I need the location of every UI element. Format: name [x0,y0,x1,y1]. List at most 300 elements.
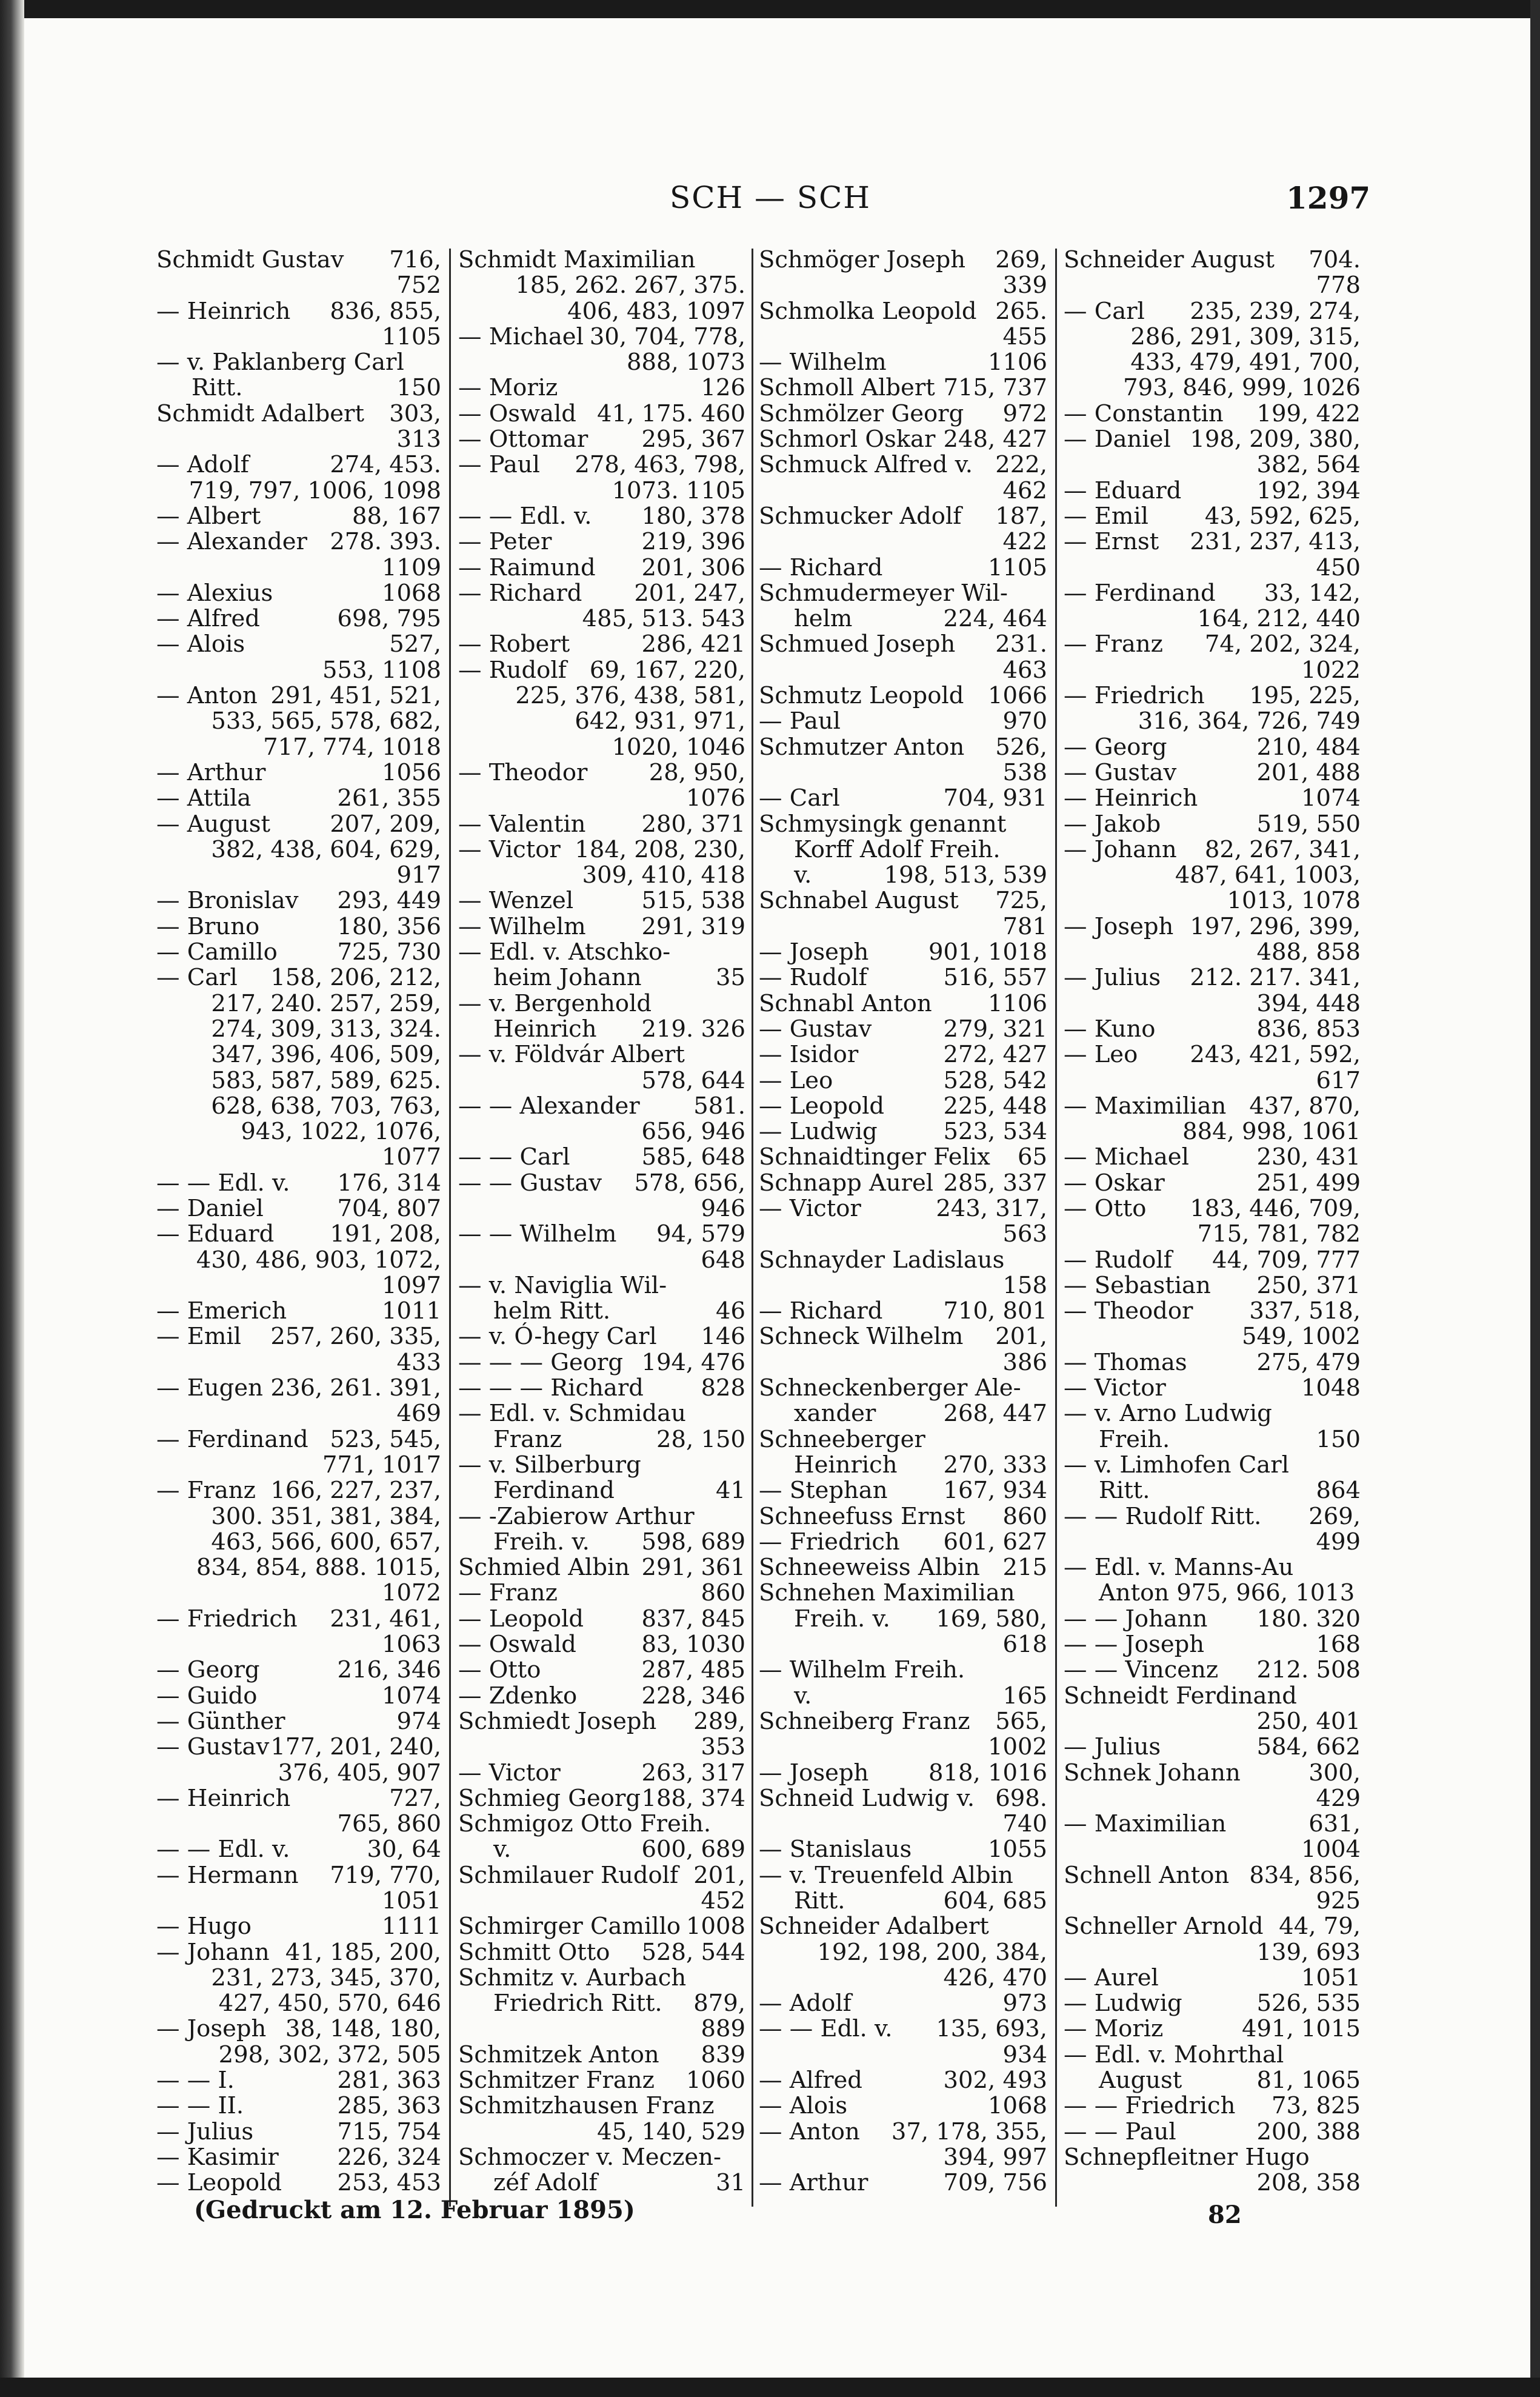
index-entry [458,1145,745,1170]
entry-pages-continuation: 715, 781, 782 [1197,1220,1361,1248]
entry-pages: 226, 324 [337,2143,441,2171]
entry-pages-continuation: 943, 1022, 1076, [241,1118,441,1146]
entry-heading [156,529,441,555]
entry-heading [759,1299,1047,1324]
index-entry [1064,2042,1361,2094]
entry-heading [458,1709,745,1734]
entry-pages-continuation: 1051 [382,1887,441,1914]
entry-name: — Aurel [1064,1964,1159,1991]
entry-pages-continuation: 934 [1002,2041,1047,2068]
entry-pages-continuation: 1105 [382,323,441,350]
entry-heading [759,1068,1047,1094]
entry-heading [1064,1196,1361,1222]
entry-pages-continuation: 347, 396, 406, 509, [211,1041,441,1069]
entry-pages: 198, 513, 539 [884,861,1047,889]
entry-pages-continuation: 463, 566, 600, 657, [211,1528,441,1556]
entry-name: — — Paul [1064,2118,1176,2145]
entry-name: — Rudolf [458,656,567,684]
entry-heading [759,2119,1047,2145]
entry-heading [759,1042,1047,1068]
index-entry [156,1863,441,1914]
entry-heading [1064,504,1361,529]
index-entry [458,375,745,401]
entry-pages: 253, 453 [337,2169,441,2197]
index-entry [156,1657,441,1683]
index-entry [458,1863,745,1914]
entry-pages: 285, 363 [337,2092,441,2120]
entry-name: — Joseph [759,1759,869,1787]
entry-name: — Heinrich [1064,784,1198,812]
index-entry [1064,683,1361,735]
entry-continuation [458,1991,745,2016]
entry-heading [759,1196,1047,1222]
index-entry [1064,812,1361,837]
index-entry [458,324,745,376]
entry-name: Schmilauer Rudolf [458,1861,679,1889]
entry-name: — Georg [156,1656,260,1684]
entry-pages: 519, 550 [1256,810,1361,838]
entry-pages: 257, 260, 335, [270,1323,441,1351]
page-number: 1297 [1286,180,1371,216]
index-entry [1064,1555,1361,1606]
index-entry [156,1606,441,1658]
index-entry [156,1709,441,1734]
index-entry [759,1068,1047,1094]
index-entry [759,452,1047,504]
entry-name: — Heinrich [156,297,291,325]
entry-pages-continuation: 1077 [382,1143,441,1171]
entry-name: Schmuck Alfred v. [759,451,973,479]
entry-pages-continuation: 394, 448 [1256,989,1361,1017]
entry-pages: 274, 453. [330,451,441,479]
entry-pages: 44, 709, 777 [1212,1246,1361,1274]
entry-pages: 834, 856, [1249,1861,1361,1889]
entry-pages: 201, 488 [1256,758,1361,786]
entry-name: Schmutzer Anton [759,733,965,761]
entry-pages: 219, 396 [641,528,745,556]
index-entry [759,2068,1047,2093]
entry-pages: 704, 931 [943,784,1047,812]
index-entry [156,299,441,350]
index-entry [1064,1376,1361,1401]
entry-name: Schnell Anton [1064,1861,1230,1889]
entry-pages: 41 [716,1477,745,1505]
entry-name: — Hermann [156,1861,299,1889]
entry-heading [1064,1504,1361,1529]
entry-name: — Paul [458,451,540,479]
index-entry [458,1657,745,1683]
entry-name: Schnepfleitner Hugo [1064,2143,1310,2171]
entry-pages: 515, 538 [641,887,745,915]
index-entry [156,1734,441,1786]
entry-continuation [458,2170,745,2196]
entry-heading [458,2042,745,2068]
entry-name: — Edl. v. Schmidau [458,1400,686,1428]
entry-name: — Michael [458,323,584,350]
entry-pages-continuation: 406, 483, 1097 [567,297,745,325]
entry-name: — Alois [156,630,245,658]
index-entry [759,888,1047,940]
entry-name: — Leopold [156,2169,282,2197]
index-entry [759,299,1047,350]
entry-heading [1064,632,1361,657]
index-entry [759,1555,1047,1580]
entry-heading [156,504,441,529]
entry-name: — Carl [759,784,840,812]
entry-name: Schmigoz Otto Freih. [458,1810,712,1838]
entry-pages: 1056 [382,758,441,786]
entry-name: Schneidt Ferdinand [1064,1682,1297,1710]
entry-heading [1064,401,1361,427]
entry-name: — Oswald [458,1631,576,1659]
entry-pages: 1008 [686,1913,745,1941]
entry-pages: 491, 1015 [1242,2015,1361,2043]
entry-pages: 727, [389,1784,441,1812]
entry-pages: 725, 730 [337,938,441,966]
entry-pages: 1048 [1301,1374,1361,1402]
index-entry [759,1760,1047,1786]
scan-border-right [1530,0,1540,2397]
entry-pages-continuation: 563 [1002,1220,1047,1248]
entry-heading [759,299,1047,324]
entry-name: — — Edl. v. [156,1169,290,1197]
entry-pages: 1060 [686,2067,745,2094]
entry-pages: 44, 79, [1279,1913,1361,1941]
entry-name: — Stanislaus [759,1836,912,1864]
entry-pages: 523, 545, [330,1425,441,1453]
index-entry [458,2145,745,2196]
index-entry [759,2016,1047,2068]
index-entry [458,1555,745,1580]
entry-pages: 879, [693,1990,745,2018]
entry-name: — Oswald [458,400,576,427]
entry-pages-continuation: 339 [1002,272,1047,299]
entry-heading [156,1683,441,1709]
entry-pages: 578, 656, [634,1169,745,1197]
entry-name: Schneeberger [759,1425,925,1453]
index-entry [759,683,1047,709]
entry-continuation [458,1529,745,1555]
index-entry [458,1453,745,1504]
entry-heading [1064,837,1361,863]
entry-pages-continuation: 426, 470 [943,1964,1047,1991]
entry-pages-continuation: 488, 858 [1256,938,1361,966]
entry-name: — — Carl [458,1143,570,1171]
entry-pages: 278. 393. [330,528,441,556]
entry-name: — Franz [1064,630,1163,658]
entry-name: Schmoczer v. Meczen- [458,2143,721,2171]
entry-pages: 94, 579 [656,1220,745,1248]
entry-heading [458,1657,745,1683]
entry-heading [156,683,441,709]
entry-heading [156,2016,441,2042]
entry-heading [156,1171,441,1196]
index-entry [458,837,745,889]
entry-pages: 265. [995,297,1047,325]
entry-pages: 201, 306 [641,553,745,581]
entry-continuation [759,1401,1047,1426]
entry-pages-continuation: 1022 [1301,656,1361,684]
entry-pages: 231, 461, [330,1605,441,1633]
entry-heading [458,1145,745,1170]
index-entry [156,1299,441,1324]
entry-heading [1064,2093,1361,2119]
entry-heading [759,1478,1047,1503]
index-entry [1064,401,1361,427]
entry-heading [759,452,1047,478]
entry-name: — Gustav [1064,758,1177,786]
entry-heading [1064,1299,1361,1324]
entry-heading [458,1504,745,1529]
entry-pages-continuation: 386 [1002,1348,1047,1376]
index-entry [156,350,441,401]
entry-pages: 194, 476 [641,1348,745,1376]
entry-name: — v. Treuenfeld Albin [759,1861,1013,1889]
entry-pages: 1105 [988,553,1047,581]
entry-name: Schnehen Maximilian [759,1579,1015,1607]
entry-heading [759,709,1047,734]
entry-pages: 81, 1065 [1256,2067,1361,2094]
entry-pages-continuation: 485, 513. 543 [582,605,745,633]
index-entry [1064,1145,1361,1170]
entry-name: — Thomas [1064,1348,1187,1376]
entry-name: — Theodor [1064,1297,1193,1325]
entry-heading [759,786,1047,811]
entry-name: Schmysingk genannt [759,810,1007,838]
entry-pages-continuation: 1097 [382,1271,441,1299]
entry-pages: 1068 [382,579,441,607]
index-entry [156,452,441,504]
entry-name: — Alexander [156,528,307,556]
entry-pages-continuation: 185, 262. 267, 375. [515,272,745,299]
entry-heading [759,555,1047,581]
entry-name: Schmitz v. Aurbach [458,1964,687,1991]
entry-pages-continuation: 1063 [382,1631,441,1659]
entry-pages-continuation: 946 [701,1194,745,1222]
index-entry [759,1119,1047,1145]
entry-pages: 230, 431 [1256,1143,1361,1171]
entry-name: — Richard [759,553,883,581]
entry-pages: 581. [693,1092,745,1120]
entry-name: — v. Földvár Albert [458,1041,685,1069]
index-entry [156,1222,441,1299]
index-entry [156,965,441,1170]
entry-heading [458,812,745,837]
entry-pages: 295, 367 [641,426,745,453]
index-entry [156,2093,441,2119]
entry-heading [759,1504,1047,1529]
entry-heading [156,965,441,991]
index-entry [1064,299,1361,401]
entry-heading [156,888,441,914]
entry-pages: 199, 422 [1256,400,1361,427]
print-date-note: (Gedruckt am 12. Februar 1895) [194,2196,635,2224]
entry-name: Schnapp Aurel [759,1169,934,1197]
entry-heading [458,1811,745,1837]
entry-heading [1064,1555,1361,1580]
index-entry [458,1709,745,1760]
entry-heading [458,581,745,606]
entry-heading [156,1478,441,1503]
index-entry [156,1171,441,1196]
entry-name: — — Edl. v. [156,1836,290,1864]
entry-pages: 709, 756 [943,2169,1047,2197]
entry-pages: 837, 845 [641,1605,745,1633]
index-entry [1064,1350,1361,1376]
entry-continuation [1064,1427,1361,1453]
index-entry [458,529,745,555]
entry-name: Schmied Albin [458,1554,630,1582]
entry-pages-continuation: 549, 1002 [1242,1323,1361,1351]
entry-heading [759,1580,1047,1606]
index-entry [759,965,1047,991]
index-entry [458,1760,745,1786]
entry-name: — Georg [1064,733,1167,761]
entry-name: — Eduard [156,1220,275,1248]
index-entry [1064,1504,1361,1556]
entry-name: — Alois [759,2092,848,2120]
entry-pages: 516, 557 [943,964,1047,992]
entry-pages-continuation: 158 [1002,1271,1047,1299]
entry-pages: 716, [389,246,441,273]
entry-pages: 82, 267, 341, [1204,835,1361,863]
entry-name: — Carl [1064,297,1145,325]
entry-heading [156,247,441,273]
entry-pages: 527, [389,630,441,658]
index-entry [458,888,745,914]
entry-pages-continuation: 740 [1002,1810,1047,1838]
entry-name: Schmidt Adalbert [156,400,364,427]
entry-pages-continuation: 231, 273, 345, 370, [211,1964,441,1991]
entry-heading [1064,478,1361,504]
index-entry [458,1273,745,1325]
index-entry [156,247,441,299]
entry-pages: 243, 317, [936,1194,1047,1222]
entry-name: — Wilhelm [759,349,887,376]
entry-heading [458,1350,745,1376]
entry-heading [1064,786,1361,811]
entry-pages: 30, 704, 778, [589,323,745,350]
entry-name: — — — Richard [458,1374,644,1402]
entry-pages: 180, 378 [641,502,745,530]
entry-pages-continuation: 422 [1002,528,1047,556]
entry-pages: 289, [693,1707,745,1735]
index-entry [458,2042,745,2068]
entry-pages: 235, 239, 274, [1190,297,1361,325]
index-entry [458,1606,745,1632]
entry-heading [1064,1657,1361,1683]
index-entry [1064,1914,1361,1965]
entry-heading [458,2145,745,2170]
entry-heading [156,786,441,811]
entry-heading [458,1094,745,1119]
entry-pages-continuation: 429 [1316,1784,1361,1812]
entry-pages: 291, 361 [641,1554,745,1582]
entry-pages-continuation: 353 [701,1733,745,1761]
index-entry [1064,1094,1361,1145]
entry-heading [458,888,745,914]
entry-pages: 207, 209, [330,810,441,838]
entry-heading [1064,2042,1361,2068]
entry-continuation [1064,1478,1361,1503]
entry-heading [458,1222,745,1247]
entry-pages: 704. [1308,246,1361,273]
entry-pages-continuation: 286, 291, 309, 315, [1130,323,1361,350]
index-entry [458,1580,745,1606]
entry-continuation [759,1606,1047,1632]
entry-pages: 28, 150 [656,1425,745,1453]
entry-heading [759,812,1047,837]
entry-name-continuation: Freih. v. [493,1528,590,1556]
index-entry [759,375,1047,401]
entry-heading [1064,1632,1361,1657]
entry-heading [759,350,1047,375]
entry-heading [458,1683,745,1709]
running-head: SCH — SCH [670,180,872,215]
entry-pages: 698, 795 [337,605,441,633]
entry-heading [458,1376,745,1401]
entry-heading [458,247,745,273]
entry-pages: 65 [1018,1143,1047,1171]
entry-name-continuation: Korff Adolf Freih. [794,835,1001,863]
entry-pages-continuation: 533, 565, 578, 682, [211,707,441,735]
entry-heading [1064,2145,1361,2170]
entry-heading [1064,1273,1361,1299]
entry-name: — Joseph [759,938,869,966]
entry-continuation [458,1837,745,1862]
entry-pages-continuation: 208, 358 [1256,2169,1361,2197]
entry-name: — v. Ó-hegy Carl [458,1323,657,1351]
entry-heading [1064,1042,1361,1068]
entry-pages-continuation: 553, 1108 [322,656,441,684]
entry-pages: 166, 227, 237, [270,1477,441,1505]
entry-name: — Franz [156,1477,256,1505]
index-entry [1064,2093,1361,2119]
index-entry [458,1222,745,1273]
entry-name: Schmued Joseph [759,630,956,658]
entry-heading [759,1248,1047,1273]
entry-name: — Julius [1064,1733,1161,1761]
entry-name: — — I. [156,2067,235,2094]
entry-name: — Leo [759,1066,833,1094]
entry-heading [156,1940,441,1965]
entry-name: — Paul [759,707,841,735]
entry-pages: 197, 296, 399, [1190,912,1361,940]
entry-name: Schmitzek Anton [458,2041,659,2068]
entry-pages: 337, 518, [1249,1297,1361,1325]
entry-pages: 268, 447 [943,1400,1047,1428]
index-entry [156,888,441,914]
entry-pages: 1106 [988,989,1047,1017]
index-entry [759,1196,1047,1248]
entry-name: Schneck Wilhelm [759,1323,964,1351]
entry-pages: 526, [995,733,1047,761]
entry-pages: 146 [701,1323,745,1351]
entry-pages: 1068 [988,2092,1047,2120]
index-entry [759,1042,1047,1068]
entry-name: Schneefuss Ernst [759,1502,965,1530]
entry-name: — Theodor [458,758,588,786]
entry-name: — Maximilian [1064,1092,1227,1120]
entry-pages-continuation: 139, 693 [1256,1938,1361,1966]
index-entry [1064,427,1361,478]
entry-continuation [458,1299,745,1324]
index-entry [759,2119,1047,2171]
entry-pages-continuation: 313 [396,426,441,453]
entry-pages: 836, 853 [1256,1015,1361,1043]
index-entry [156,2068,441,2093]
entry-name-continuation: Franz [493,1425,562,1453]
